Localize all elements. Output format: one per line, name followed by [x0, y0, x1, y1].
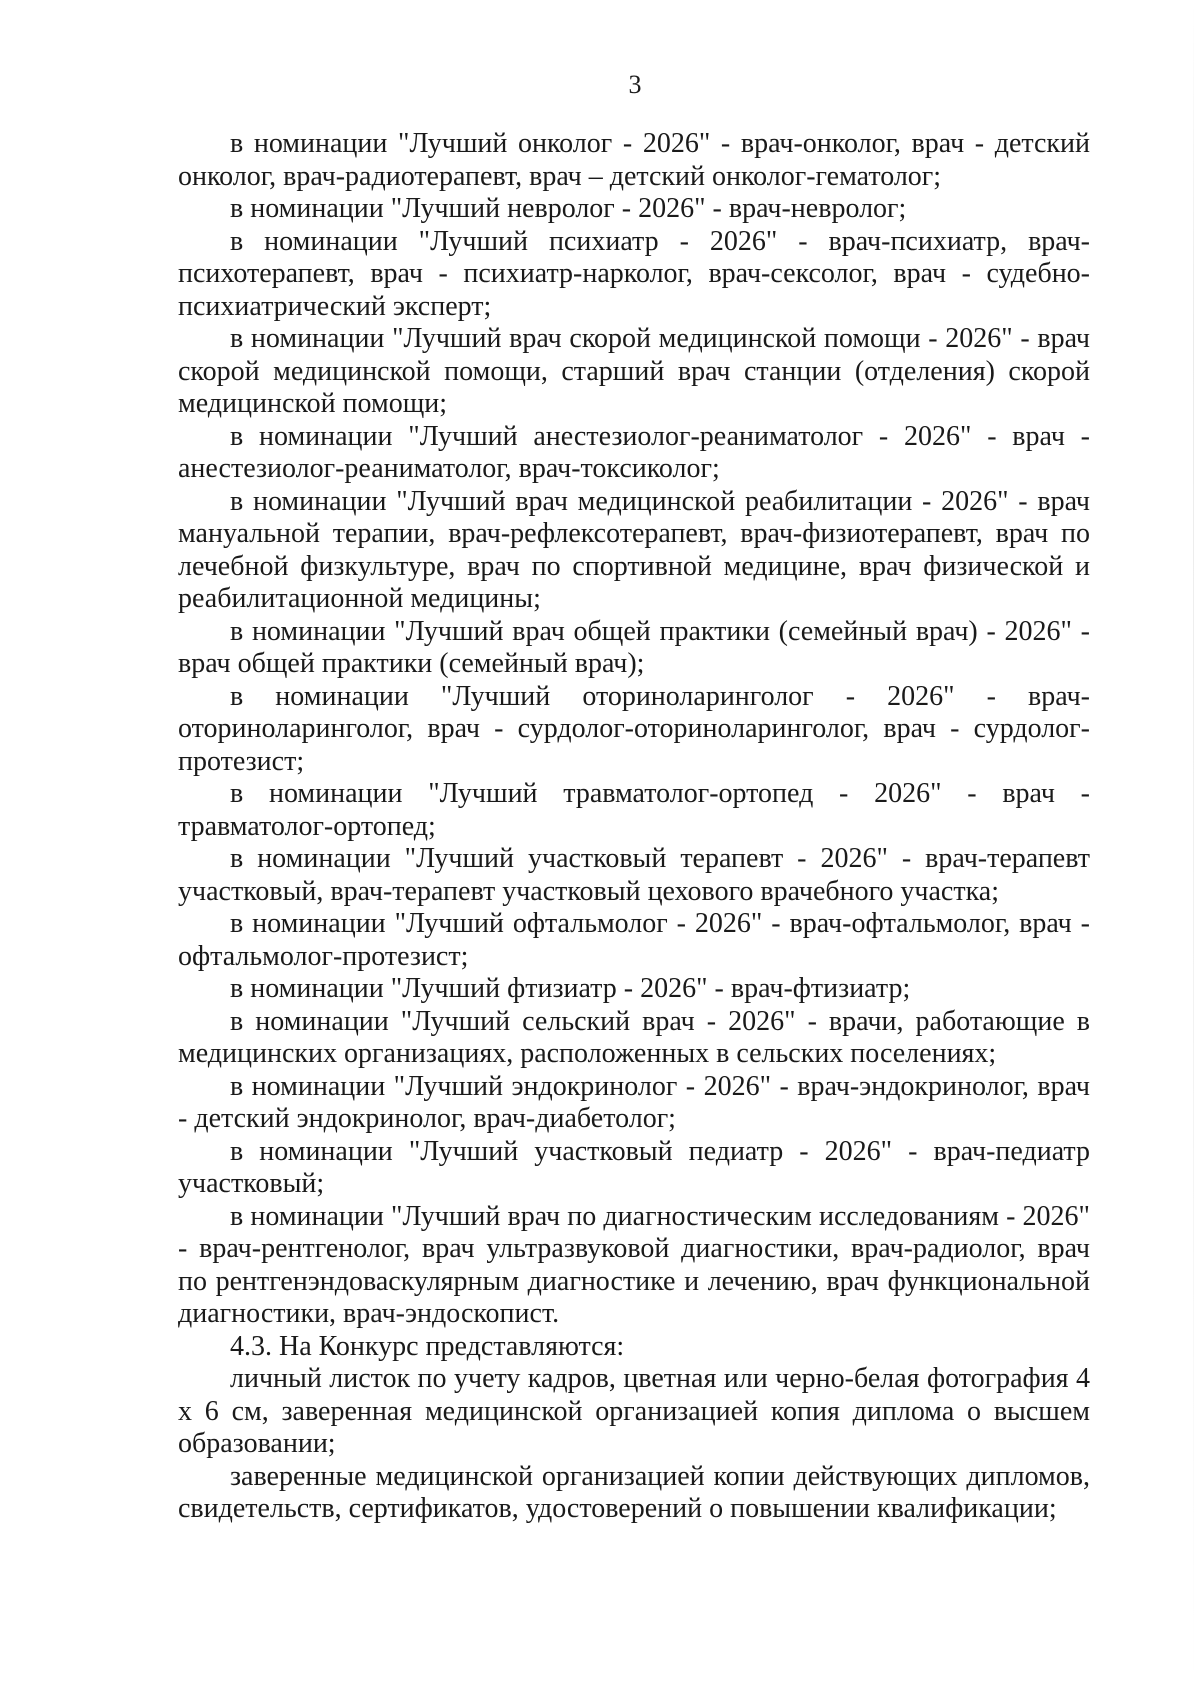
paragraph-section-4-3: 4.3. На Конкурс представляются: [230, 1330, 625, 1362]
paragraph-neurologist: в номинации "Лучший невролог - 2026" - врач-невролог; [230, 193, 907, 224]
paragraph-diagnostics-doctor: в номинации "Лучший врач по диагностическим исследованиям - 2026" - врач-рентгенолог, врач ультразвуковой диагностики, врач-радиолог, врач по рентгенэндоваскулярным диагностике и лечению, врач функциональной диагностики, врач-эндоскопист. [178, 1200, 1090, 1329]
paragraph-phthisiatrician: в номинации "Лучший фтизиатр - 2026" - врач-фтизиатр; [230, 973, 911, 1004]
paragraph-district-pediatrician: в номинации "Лучший участковый педиатр - 2026" - врач-педиатр участковый; [178, 1135, 1090, 1199]
paragraph-rehabilitation-doctor: в номинации "Лучший врач медицинской реабилитации - 2026" - врач мануальной терапии, врач-рефлексотерапевт, врач-физиотерапевт, врач по лечебной физкультуре, врач по спортивной медицине, врач физической и реабилитационной медицины; [178, 485, 1090, 614]
scan-edge-decoration [1193, 0, 1194, 1696]
paragraph-rural-doctor: в номинации "Лучший сельский врач - 2026" - врачи, работающие в медицинских организациях, расположенных в сельских поселениях; [178, 1005, 1090, 1069]
paragraph-oncologist: в номинации "Лучший онколог - 2026" - врач-онколог, врач - детский онколог, врач-радиотерапевт, врач – детский онколог-гематолог; [178, 128, 1090, 192]
paragraph-ophthalmologist: в номинации "Лучший офтальмолог - 2026" - врач-офтальмолог, врач - офтальмолог-протезист; [178, 908, 1090, 972]
paragraph-general-practitioner: в номинации "Лучший врач общей практики (семейный врач) - 2026" - врач общей практики (семейный врач); [178, 615, 1090, 679]
paragraph-certified-copies: заверенные медицинской организацией копии действующих дипломов, свидетельств, сертификатов, удостоверений о повышении квалификации; [178, 1460, 1090, 1524]
document-body [178, 128, 1090, 1526]
paragraph-emergency-doctor: в номинации "Лучший врач скорой медицинской помощи - 2026" - врач скорой медицинской помощи, старший врач станции (отделения) скорой медицинской помощи; [178, 323, 1090, 419]
paragraph-anesthesiologist: в номинации "Лучший анестезиолог-реаниматолог - 2026" - врач - анестезиолог-реаниматолог, врач-токсиколог; [178, 420, 1090, 484]
page-number: 3 [628, 70, 642, 99]
paragraph-otorhinolaryngologist: в номинации "Лучший оториноларинголог - 2026" - врач-оториноларинголог, врач - сурдолог-оториноларинголог, врач - сурдолог-протезист; [178, 680, 1090, 777]
paragraph-district-therapist: в номинации "Лучший участковый терапевт - 2026" - врач-терапевт участковый, врач-терапевт участковый цехового врачебного участка; [178, 843, 1090, 907]
paragraph-psychiatrist: в номинации "Лучший психиатр - 2026" - врач-психиатр, врач-психотерапевт, врач - психиатр-нарколог, врач-сексолог, врач - судебно-психиатрический эксперт; [178, 225, 1090, 322]
paragraph-endocrinologist: в номинации "Лучший эндокринолог - 2026" - врач-эндокринолог, врач - детский эндокринолог, врач-диабетолог; [178, 1070, 1090, 1134]
paragraph-traumatologist: в номинации "Лучший травматолог-ортопед - 2026" - врач - травматолог-ортопед; [178, 778, 1090, 842]
paragraph-personnel-sheet: личный листок по учету кадров, цветная или черно-белая фотография 4 х 6 см, заверенная медицинской организацией копия диплома о высшем образовании; [178, 1363, 1090, 1459]
